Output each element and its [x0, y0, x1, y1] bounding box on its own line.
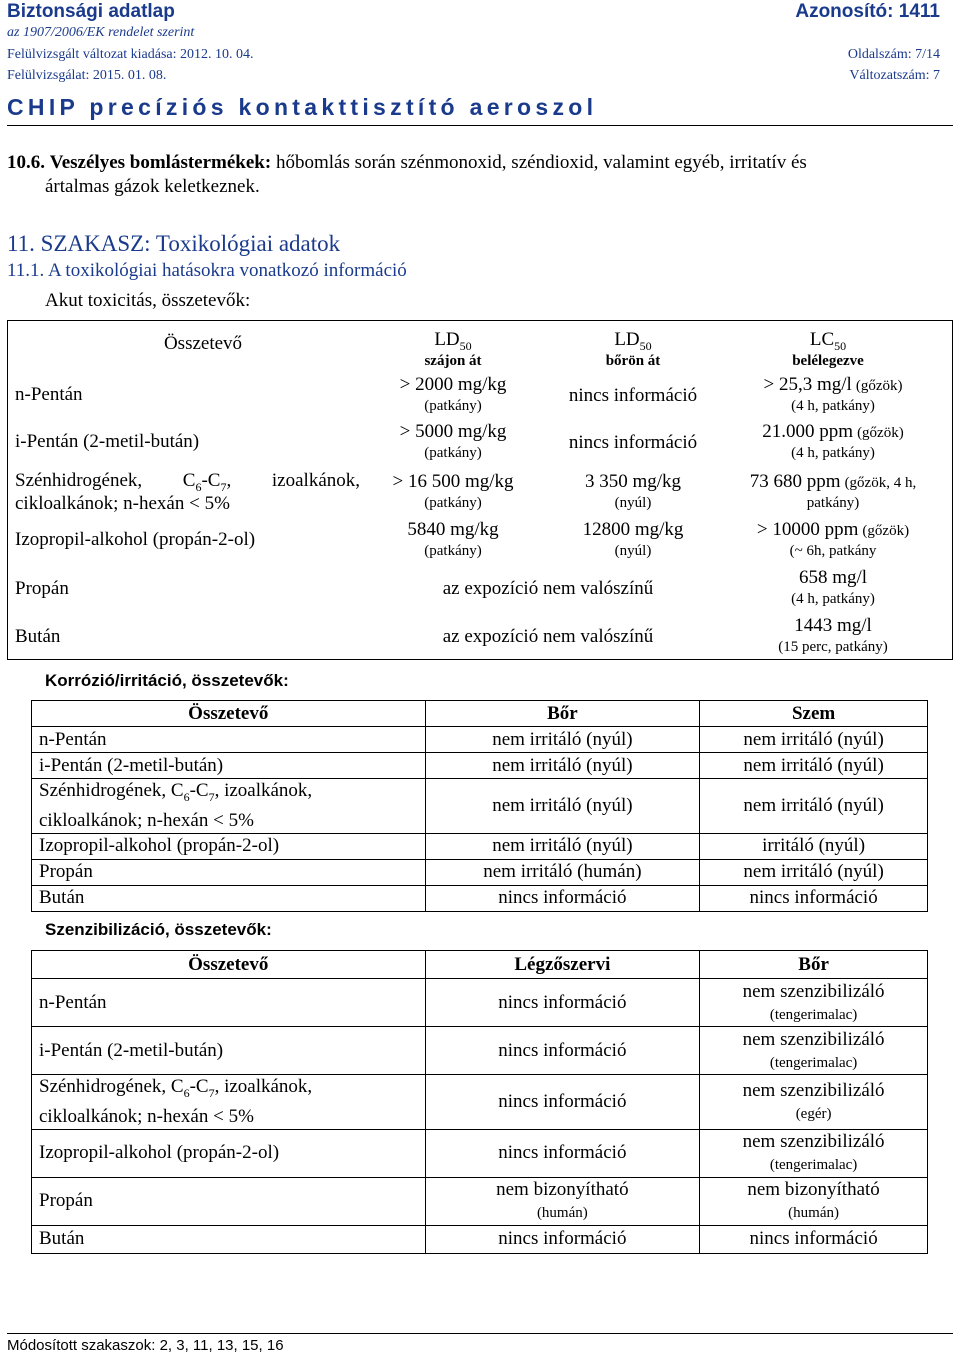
acute-inhal-cell — [723, 374, 943, 416]
cell-eye: irritáló (nyúl) — [700, 833, 928, 859]
product-name: CHIP precíziós kontakttisztító aeroszol — [7, 94, 598, 120]
table-row — [32, 1129, 928, 1177]
name-sub: 6 — [183, 1085, 190, 1100]
cell-name — [32, 1075, 426, 1130]
inhal-value: > 25,3 mg/l — [763, 374, 852, 395]
cell-name: n-Pentán — [32, 979, 426, 1027]
skin-value: nem szenzibilizáló — [742, 1079, 885, 1101]
regulation-line: az 1907/2006/EK rendelet szerint — [7, 25, 195, 40]
section-text-line1: hőbomlás során szénmonoxid, széndioxid, valamint egyéb, irritatív és — [275, 152, 807, 173]
resp-note: (humán) — [536, 1205, 588, 1222]
col-eye: Szem — [700, 701, 928, 727]
cell-name: Izopropil-alkohol (propán-2-ol) — [32, 833, 426, 859]
name-part: , izoalkánok, — [214, 780, 313, 801]
resp-value: nem bizonyítható — [496, 1179, 629, 1201]
dermal-note: (nyúl) — [614, 543, 652, 559]
header — [7, 1, 940, 23]
name-part: , izoalkánok, — [214, 1076, 313, 1097]
acute-col-inhal-route: belélegezve — [792, 353, 864, 369]
document-id: Azonosító: 1411 — [795, 1, 940, 22]
cell-resp: nincs információ — [425, 979, 700, 1027]
page-number: Oldalszám: 7/14 — [847, 47, 940, 62]
inhal-value: > 10000 ppm — [756, 519, 859, 540]
lc50-label: LC — [809, 329, 835, 350]
cell-skin: nincs információ — [425, 885, 700, 911]
acute-col-dermal-route: bőrön át — [605, 353, 661, 369]
table-row — [32, 1027, 928, 1075]
oral-value: > 5000 mg/kg — [399, 421, 507, 442]
footer-modified-sections: Módosított szakaszok: 2, 3, 11, 13, 15, 16 — [7, 1337, 284, 1354]
acute-row-name: n-Pentán — [15, 384, 83, 405]
acute-col-oral-route: szájon át — [424, 353, 482, 369]
name-sub: 6 — [195, 479, 202, 494]
inhal-note: patkány) — [806, 495, 860, 511]
skin-note: (egér) — [795, 1105, 832, 1122]
name-sub: 6 — [183, 789, 190, 804]
cell-eye: nem irritáló (nyúl) — [700, 727, 928, 753]
inhal-note: (4 h, patkány) — [791, 398, 875, 414]
cell-skin — [700, 979, 928, 1027]
inhal-value: 73 680 ppm — [749, 471, 841, 492]
skin-value: nem szenzibilizáló — [742, 980, 885, 1002]
acute-toxicity-table — [7, 320, 953, 660]
revision-date-row — [7, 68, 940, 84]
cell-eye: nem irritáló (nyúl) — [700, 779, 928, 834]
skin-note: (humán) — [788, 1205, 839, 1222]
cell-resp: nincs információ — [425, 1129, 700, 1177]
acute-oral-cell — [368, 374, 538, 416]
cell-skin: nem irritáló (nyúl) — [425, 833, 700, 859]
table-row — [32, 779, 928, 834]
cell-name: Bután — [32, 1225, 426, 1253]
inhal-inline: (gőzök, 4 h, — [844, 475, 917, 491]
cell-skin — [700, 1075, 928, 1130]
skin-note: (tengerimalac) — [769, 1006, 858, 1023]
acute-dermal-cell — [538, 519, 728, 561]
oral-note: (patkány) — [424, 543, 482, 559]
section-number: 10.6. — [7, 152, 45, 173]
inhal-inline: (gőzök) — [855, 378, 903, 394]
name-part: -C — [189, 1076, 209, 1097]
change-number: Változatszám: 7 — [849, 68, 940, 83]
skin-note: (tengerimalac) — [769, 1054, 858, 1071]
table-header-row — [32, 951, 928, 979]
cell-skin: nincs információ — [700, 1225, 928, 1253]
cell-resp — [425, 1177, 700, 1225]
cell-name: Propán — [32, 859, 426, 885]
cell-resp: nincs információ — [425, 1225, 700, 1253]
ld50-sub: 50 — [459, 338, 472, 353]
name-sub: 7 — [208, 789, 215, 804]
section-title: Veszélyes bomlástermékek: — [49, 152, 272, 173]
cell-name: n-Pentán — [32, 727, 426, 753]
name-sub: 7 — [208, 1085, 215, 1100]
name-line2: cikloalkánok; n-hexán < 5% — [39, 809, 254, 831]
inhal-inline: (gőzök) — [862, 523, 910, 539]
section-11-1-title: 11.1. A toxikológiai hatásokra vonatkozó információ — [7, 260, 407, 281]
name-part: -C — [201, 470, 221, 491]
name-part: Szénhidrogének, C — [15, 470, 196, 491]
oral-note: (patkány) — [424, 398, 482, 414]
col-skin: Bőr — [425, 701, 700, 727]
cell-eye: nem irritáló (nyúl) — [700, 753, 928, 779]
name-part: Szénhidrogének, C — [39, 780, 184, 801]
table-row — [32, 885, 928, 911]
lc50-sub: 50 — [834, 338, 847, 353]
section-text-line2: ártalmas gázok keletkeznek. — [45, 176, 260, 197]
table-row — [32, 1177, 928, 1225]
dermal-value: 12800 mg/kg — [582, 519, 684, 540]
acute-inhal-cell — [723, 421, 943, 463]
name-sub: 7 — [220, 479, 227, 494]
col-component: Összetevő — [32, 701, 426, 727]
oral-value: > 2000 mg/kg — [399, 374, 507, 395]
revision-issue: Felülvizsgált változat kiadása: 2012. 10. 04. — [7, 47, 254, 62]
table-header-row — [32, 701, 928, 727]
sensitization-heading: Szenzibilizáció, összetevők: — [45, 920, 272, 939]
acute-oral-cell — [368, 471, 538, 513]
acute-oral-cell — [368, 421, 538, 463]
acute-heading: Akut toxicitás, összetevők: — [45, 290, 251, 311]
inhal-note: (15 perc, patkány) — [778, 639, 888, 655]
cell-name: Propán — [32, 1177, 426, 1225]
skin-value: nem bizonyítható — [747, 1179, 880, 1201]
oral-value: > 16 500 mg/kg — [392, 471, 514, 492]
revision-row — [7, 47, 940, 63]
ld50-label: LD — [614, 329, 640, 350]
col-respiratory: Légzőszervi — [425, 951, 700, 979]
acute-dermal-cell: nincs információ — [568, 432, 698, 453]
ld50-sub: 50 — [639, 338, 652, 353]
oral-value: 5840 mg/kg — [407, 519, 499, 540]
cell-name: i-Pentán (2-metil-bután) — [32, 1027, 426, 1075]
col-skin: Bőr — [700, 951, 928, 979]
name-line2: cikloalkánok; n-hexán < 5% — [39, 1105, 254, 1127]
cell-name — [32, 779, 426, 834]
cell-name: Izopropil-alkohol (propán-2-ol) — [32, 1129, 426, 1177]
footer-divider — [7, 1333, 953, 1334]
table-row — [32, 753, 928, 779]
cell-skin: nem irritáló (nyúl) — [425, 727, 700, 753]
corrosion-heading: Korrózió/irritáció, összetevők: — [45, 671, 289, 690]
cell-skin: nem irritáló (nyúl) — [425, 779, 700, 834]
acute-row-name: i-Pentán (2-metil-bután) — [15, 431, 200, 452]
skin-note: (tengerimalac) — [769, 1157, 858, 1174]
inhal-value: 658 mg/l — [798, 567, 868, 588]
cell-skin: nem irritáló (humán) — [425, 859, 700, 885]
section-11-title: 11. SZAKASZ: Toxikológiai adatok — [7, 231, 341, 256]
inhal-note: (~ 6h, patkány — [789, 543, 877, 559]
cell-resp: nincs információ — [425, 1027, 700, 1075]
dermal-note: (nyúl) — [614, 495, 652, 511]
col-component: Összetevő — [32, 951, 426, 979]
skin-value: nem szenzibilizáló — [742, 1131, 885, 1153]
cell-skin: nem irritáló (nyúl) — [425, 753, 700, 779]
table-row — [32, 859, 928, 885]
section-10-6 — [7, 150, 807, 175]
acute-oral-cell — [368, 519, 538, 561]
inhal-value: 21.000 ppm — [762, 421, 854, 442]
acute-span-cell: az expozíció nem valószínű — [442, 578, 654, 599]
acute-inhal-cell — [723, 567, 943, 609]
acute-inhal-cell — [723, 471, 943, 513]
acute-inhal-cell — [723, 519, 943, 561]
skin-value: nem szenzibilizáló — [742, 1028, 885, 1050]
acute-row-name: Propán — [15, 578, 69, 599]
cell-name: Bután — [32, 885, 426, 911]
acute-row-name: Izopropil-alkohol (propán-2-ol) — [15, 529, 256, 550]
inhal-note: (4 h, patkány) — [791, 445, 875, 461]
acute-row-name: Bután — [15, 626, 61, 647]
table-row — [32, 727, 928, 753]
name-part: Szénhidrogének, C — [39, 1076, 184, 1097]
acute-row-name-line2: cikloalkánok; n-hexán < 5% — [15, 493, 230, 514]
cell-name: i-Pentán (2-metil-bután) — [32, 753, 426, 779]
oral-note: (patkány) — [424, 445, 482, 461]
table-row — [32, 1225, 928, 1253]
inhal-inline: (gőzök) — [857, 425, 904, 441]
ld50-label: LD — [434, 329, 460, 350]
sensitization-table — [31, 950, 928, 1254]
acute-dermal-cell — [538, 471, 728, 513]
dermal-value: 3 350 mg/kg — [584, 471, 682, 492]
name-part: -C — [189, 780, 209, 801]
acute-inhal-cell — [723, 615, 943, 657]
acute-dermal-cell: nincs információ — [568, 385, 698, 406]
cell-resp: nincs információ — [425, 1075, 700, 1130]
table-row — [32, 1075, 928, 1130]
inhal-value: 1443 mg/l — [794, 615, 872, 636]
acute-col-component: Összetevő — [163, 333, 243, 354]
corrosion-table — [31, 700, 928, 912]
revision-date: Felülvizsgálat: 2015. 01. 08. — [7, 68, 167, 83]
table-row — [32, 979, 928, 1027]
cell-skin — [700, 1177, 928, 1225]
cell-eye: nem irritáló (nyúl) — [700, 859, 928, 885]
document-title: Biztonsági adatlap — [7, 1, 175, 22]
inhal-note: (4 h, patkány) — [791, 591, 875, 607]
cell-skin — [700, 1129, 928, 1177]
header-divider — [7, 125, 953, 126]
table-row — [32, 833, 928, 859]
name-part: , izoalkánok, — [226, 470, 360, 491]
oral-note: (patkány) — [424, 495, 482, 511]
acute-span-cell: az expozíció nem valószínű — [442, 626, 654, 647]
cell-eye: nincs információ — [700, 885, 928, 911]
cell-skin — [700, 1027, 928, 1075]
